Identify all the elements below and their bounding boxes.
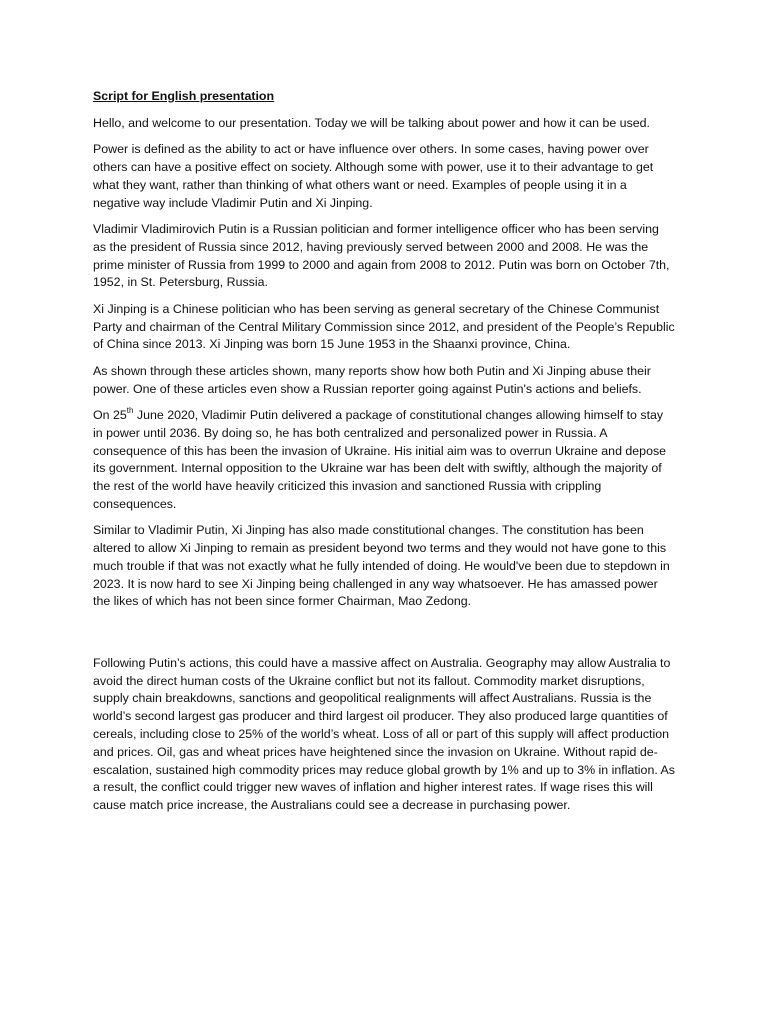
document-body — [93, 88, 675, 824]
paragraph-intro: Hello, and welcome to our presentation. Today we will be talking about power and how it can be used. — [93, 115, 650, 130]
paragraph-xi-constitution: Similar to Vladimir Putin, Xi Jinping has also made constitutional changes. The constitution has been altered to allow Xi Jinping to remain as president beyond two terms and they would not have gone to this much trouble if that was not exactly what he fully intended of doing. He would've been due to stepdown in 2023. It is now hard to see Xi Jinping being challenged in any way whatsoever. He has amassed power the likes of which has not been since former Chairman, Mao Zedong. — [93, 523, 670, 609]
paragraph-putin-bio: Vladimir Vladimirovich Putin is a Russian politician and former intelligence officer who has been serving as the president of Russia since 2012, having previously served between 2000 and 2008. He was the prime minister of Russia from 1999 to 2000 and again from 2008 to 2012. Putin was born on October 7th, 1952, in St. Petersburg, Russia. — [93, 221, 670, 290]
blank-space — [93, 620, 675, 655]
paragraph-xi-bio: Xi Jinping is a Chinese politician who has been serving as general secretary of the Chinese Communist Party and chairman of the Central Military Commission since 2012, and president of the People’s Republic of China since 2013. Xi Jinping was born 15 June 1953 in the Shaanxi province, China. — [93, 301, 675, 352]
paragraph-articles: As shown through these articles shown, many reports show how both Putin and Xi Jinping abuse their power. One of these articles even show a Russian reporter going against Putin's actions and beliefs. — [93, 363, 651, 396]
paragraph-power-definition: Power is defined as the ability to act or have influence over others. In some cases, having power over others can have a positive effect on society. Although some with power, use it to their advantage to get what they want, rather than thinking of what others want or need. Examples of people using it in a negative way include Vladimir Putin and Xi Jinping. — [93, 142, 654, 210]
document-title: Script for English presentation — [93, 89, 275, 103]
paragraph-australia-impact: Following Putin’s actions, this could have a massive affect on Australia. Geography may allow Australia to avoid the direct human costs of the Ukraine conflict but not its fallout. Commodity market disruptions, supply chain breakdowns, sanctions and geopolitical realignments will affect Australians. Russia is the world’s second largest gas producer and third largest oil producer. They also produced large quantities of cereals, including close to 25% of the world’s wheat. Loss of all or part of this supply will affect production and prices. Oil, gas and wheat prices have heightened since the invasion on Ukraine. Without rapid de-escalation, sustained high commodity prices may reduce global growth by 1% and up to 3% in inflation. As a result, the conflict could trigger new waves of inflation and higher interest rates. If wage rises this will cause match price increase, the Australians could see a decrease in purchasing power. — [93, 655, 675, 813]
paragraph-putin-constitution-text: June 2020, Vladimir Putin delivered a package of constitutional changes allowing himself to stay in power until 2036. By doing so, he has both centralized and personalized power in Russia. A consequence of this has been the invasion of Ukraine. His initial aim was to overrun Ukraine and depose its government. Internal opposition to the Ukraine war has been delt with swiftly, although the majority of the rest of the world have heavily criticized this invasion and sanctioned Russia with crippling consequences. — [93, 407, 667, 511]
date-suffix: th — [126, 405, 134, 415]
date-prefix: On 25 — [93, 407, 127, 422]
paragraph-putin-constitution — [93, 407, 675, 514]
